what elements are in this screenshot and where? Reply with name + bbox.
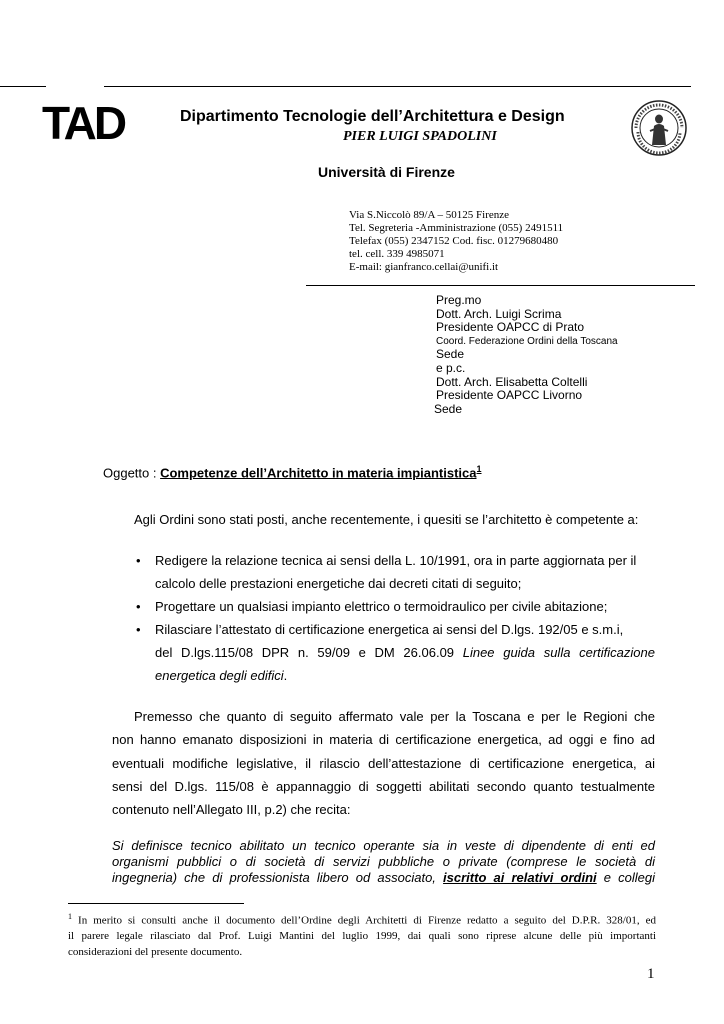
subject-label: Oggetto : xyxy=(103,465,161,481)
footnote-line: considerazioni del presente documento. xyxy=(68,945,243,958)
bullet-3-plain: del D.lgs.115/08 DPR n. 59/09 e DM 26.06.09 xyxy=(155,645,463,660)
footnote-marker: 1 xyxy=(68,912,72,921)
bullet-3-tail: . xyxy=(283,668,288,683)
recipient-line: Dott. Arch. Luigi Scrima xyxy=(436,306,562,321)
university-name: Università di Firenze xyxy=(318,164,455,180)
paragraph-line: Premesso che quanto di seguito affermato vale per la Toscana e per le Regioni che xyxy=(134,709,655,724)
quote-emphasis: iscritto ai relativi ordini xyxy=(443,870,597,885)
recipient-block xyxy=(436,294,618,416)
recipient-line: e p.c. xyxy=(436,360,466,375)
top-rule-left xyxy=(0,86,46,87)
email-line: E-mail: gianfranco.cellai@unifi.it xyxy=(349,261,499,273)
subject-line xyxy=(103,464,482,480)
recipient-line: Presidente OAPCC Livorno xyxy=(436,388,583,403)
recipient-line: Sede xyxy=(436,347,465,362)
recipient-line: Coord. Federazione Ordini della Toscana xyxy=(436,335,618,347)
bullet-item-3-line2 xyxy=(155,641,655,664)
address-block xyxy=(349,209,563,274)
paragraph-line: non hanno emanato disposizioni in materia di certificazione energetica, ad oggi e fino ad xyxy=(112,732,655,748)
footnote-line xyxy=(68,909,656,929)
address-line: Via S.Niccolò 89/A – 50125 Firenze xyxy=(349,209,510,221)
quote-line: organismi pubblici o di società di servizi pubbliche o private (comprese le società di xyxy=(112,854,655,869)
address-line: Tel. Segreteria -Amministrazione (055) 2491511 xyxy=(349,222,564,234)
tad-logo: TAD xyxy=(42,97,125,149)
address-rule xyxy=(306,285,695,286)
recipient-line: Sede xyxy=(434,401,463,416)
bullet-item-1-line2: calcolo delle prestazioni energetiche dai decreti citati di seguito; xyxy=(155,576,522,591)
address-line: tel. cell. 339 4985071 xyxy=(349,248,445,260)
address-line: Telefax (055) 2347152 Cod. fisc. 01279680480 xyxy=(349,235,559,247)
recipient-line: Presidente OAPCC di Prato xyxy=(436,320,585,335)
university-seal-icon xyxy=(630,99,688,157)
bullet-item-2: Progettare un qualsiasi impianto elettrico o termoidraulico per civile abitazione; xyxy=(155,599,608,614)
bullet-icon: • xyxy=(136,622,141,637)
bullet-item-1-line1: Redigere la relazione tecnica ai sensi della L. 10/1991, ora in parte aggiornata per il xyxy=(155,553,637,568)
subject-title: Competenze dell’Architetto in materia impiantistica xyxy=(160,465,477,481)
department-title: Dipartimento Tecnologie dell’Architettura e Design xyxy=(180,108,565,125)
footnote-reference: 1 xyxy=(476,464,482,474)
footnote xyxy=(68,909,656,960)
bullet-item-3-line1: Rilasciare l’attestato di certificazione energetica ai sensi del D.lgs. 192/05 e s.m.i, xyxy=(155,622,624,637)
bullet-icon: • xyxy=(136,599,141,614)
bullet-3-italic-2: energetica degli edifici xyxy=(155,668,284,683)
quote-line xyxy=(112,870,655,886)
quote-block xyxy=(112,838,655,886)
recipient-line: Preg.mo xyxy=(436,293,482,307)
intro-text: Agli Ordini sono stati posti, anche recentemente, i quesiti se l’architetto è competente a: xyxy=(134,512,639,527)
quote-post: e collegi xyxy=(596,870,656,885)
quote-line: Si definisce tecnico abilitato un tecnico operante sia in veste di dipendente di enti ed xyxy=(112,838,655,853)
recipient-line: Dott. Arch. Elisabetta Coltelli xyxy=(436,374,588,389)
bullet-3-italic: Linee guida sulla certificazione xyxy=(462,645,655,660)
page-number: 1 xyxy=(647,966,655,982)
footnote-line: il parere legale rilasciato dal Prof. Luigi Mantini del luglio 1999, dai quali sono riprese alcune delle più importanti xyxy=(68,930,656,943)
bullet-item-3-line3 xyxy=(155,664,287,687)
bullet-icon: • xyxy=(136,553,141,568)
paragraph-line: contenuto nell’Allegato III, p.2) che recita: xyxy=(112,802,351,818)
paragraph-premise xyxy=(112,705,655,821)
footnote-separator xyxy=(68,903,244,904)
quote-pre: ingegneria) che di professionista libero od associato, xyxy=(112,870,444,885)
paragraph-line: sensi del D.lgs. 115/08 è appannaggio di soggetti abilitati secondo quanto testualmente xyxy=(112,778,655,794)
paragraph-line: eventuali modifiche legislative, il rilascio dell’attestazione di certificazione energetica, ai xyxy=(112,755,655,771)
top-rule-right xyxy=(104,86,691,87)
department-dedication: PIER LUIGI SPADOLINI xyxy=(343,129,497,144)
footnote-text-1: In merito si consulti anche il documento dell’Ordine degli Architetti di Firenze redatto a seguito del D.P.R. 328/01, ed xyxy=(78,914,657,927)
